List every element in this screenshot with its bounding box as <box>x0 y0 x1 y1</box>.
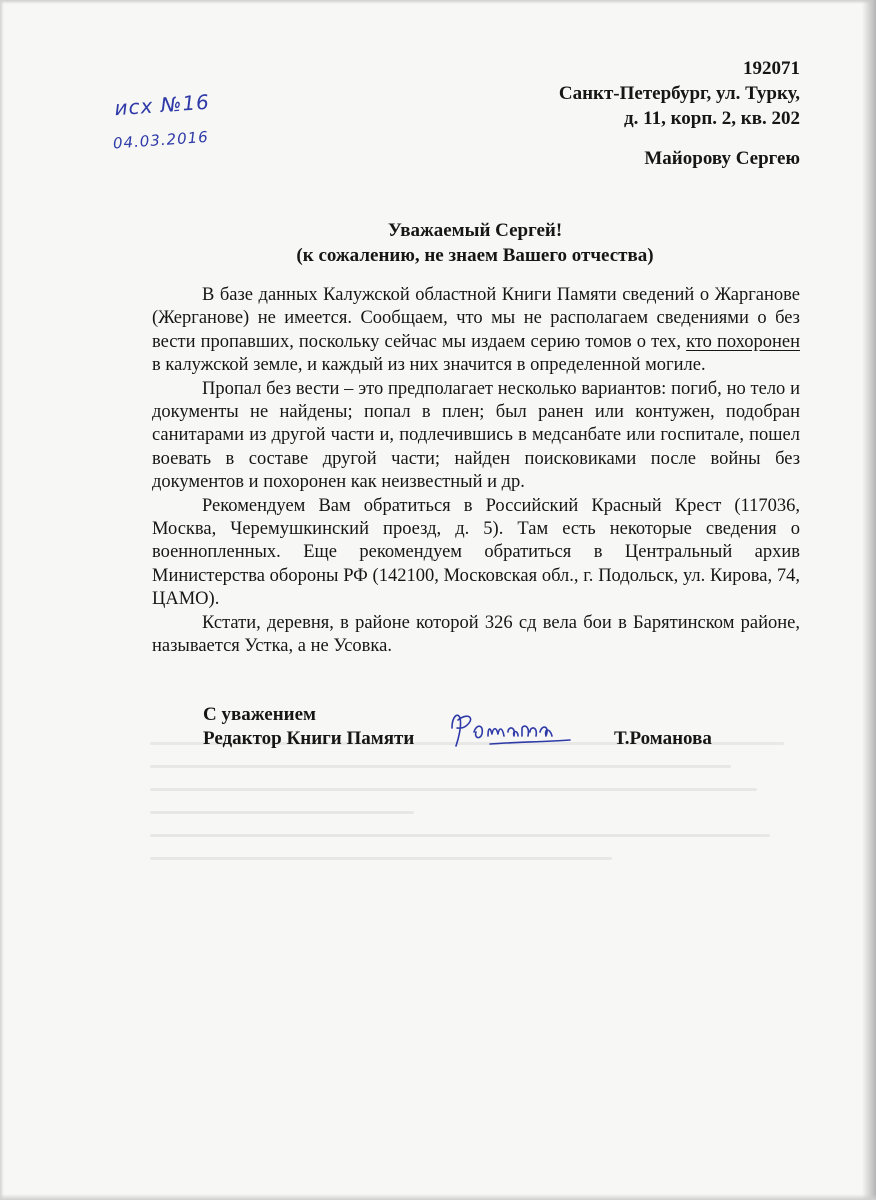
paragraph-4: Кстати, деревня, в районе которой 326 сд вела бои в Барятинском районе, называется Устка, а не Усовка. <box>152 612 800 657</box>
letter-body <box>152 284 800 659</box>
salutation <box>150 218 800 268</box>
outgoing-date: 04.03.2016 <box>112 127 210 153</box>
address-building: д. 11, корп. 2, кв. 202 <box>624 108 800 129</box>
outgoing-number: исх №16 <box>113 89 211 121</box>
recipient-address <box>559 56 800 131</box>
scan-edge-top <box>0 0 876 4</box>
paragraph-1-start: В базе данных Калужской областной Книги Памяти сведений о Жарганове (Жерганове) не имеется. Сообщаем, что мы не располагаем сведениями о без вести пропавших, поскольку сейчас мы издаем серию томов о тех, <box>152 285 800 352</box>
bleed-line <box>150 834 770 837</box>
closing-regards: С уважением <box>203 704 316 725</box>
paragraph-3: Рекомендуем Вам обратиться в Российский Красный Крест (117036, Москва, Черемушкинский проезд, д. 5). Там есть некоторые сведения о военнопленных. Еще рекомендуем обратиться в Центральный архив Министерства обороны РФ (142100, Московская обл., г. Подольск, ул. Кирова, 74, ЦАМО). <box>152 495 800 610</box>
scan-edge-bottom <box>0 1194 876 1200</box>
closing-block <box>203 703 414 751</box>
greeting-note: (к сожалению, не знаем Вашего отчества) <box>296 245 654 266</box>
bleed-line <box>150 765 731 768</box>
postal-code: 192071 <box>743 58 800 79</box>
author-name: Т.Романова <box>614 728 712 749</box>
closing-position: Редактор Книги Памяти <box>203 728 415 749</box>
paragraph-1 <box>152 284 800 378</box>
recipient-name: Майорову Сергею <box>644 148 800 169</box>
greeting: Уважаемый Сергей! <box>387 220 563 241</box>
underlined-phrase: кто похоронен <box>686 331 800 352</box>
scan-edge-right <box>862 0 876 1200</box>
bleed-line <box>150 857 612 860</box>
paragraph-1-end: в калужской земле, и каждый из них значится в определенной могиле. <box>152 355 706 376</box>
bleed-line <box>150 811 414 814</box>
bleed-line <box>150 788 757 791</box>
handwritten-signature <box>446 706 576 756</box>
outgoing-number-stamp <box>110 88 245 167</box>
address-city-street: Санкт-Петербург, ул. Турку, <box>558 83 800 104</box>
paragraph-2: Пропал без вести – это предполагает несколько вариантов: погиб, но тело и документы не найдены; попал в плен; был ранен или контужен, подобран санитарами из другой части и, подлечившись в медсанбате или госпитале, пошел воевать в составе другой части; найден поисковиками после войны без документов и похоронен как неизвестный и др. <box>152 378 800 493</box>
scan-edge-left <box>0 0 4 1200</box>
bleed-through-text <box>150 742 810 882</box>
